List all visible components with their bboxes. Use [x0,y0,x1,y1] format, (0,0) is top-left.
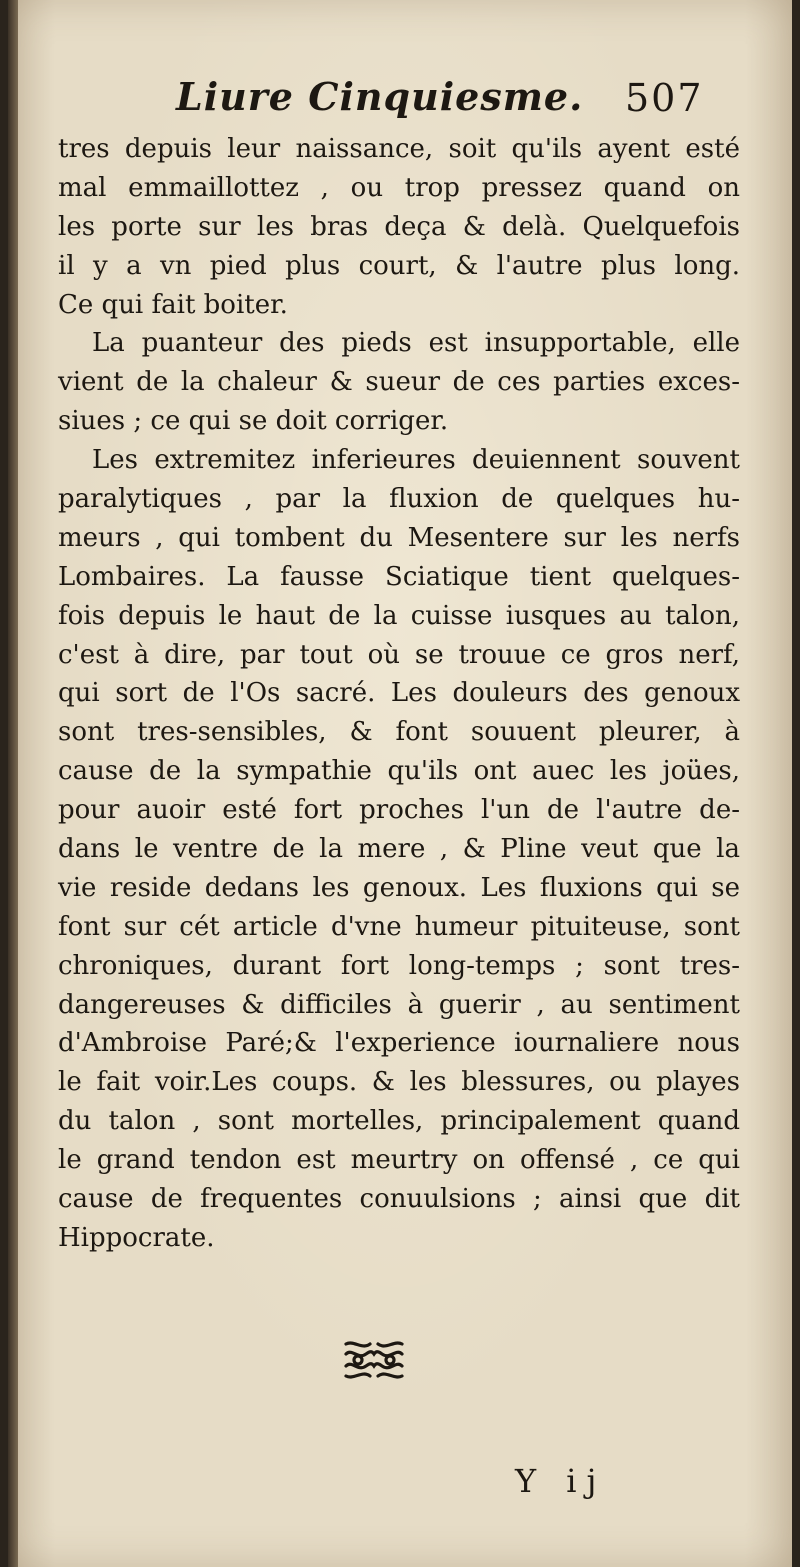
text-line: d'Ambroise Paré;& l'experience iournaliere nous [58,1028,740,1059]
text-line: vie reside dedans les genoux. Les fluxions qui se [58,872,740,903]
text-line: font sur cét article d'vne humeur pituiteuse, sont [58,911,740,942]
text-line: Lombaires. La fausse Sciatique tient quelques- [58,561,740,592]
text-line: dans le ventre de la mere , & Pline veut que la [58,834,740,865]
text-line: paralytiques , par la fluxion de quelques hu- [58,484,740,515]
printers-fleuron-ornament-icon [342,1338,406,1382]
text-line: le fait voir.Les coups. & les blessures, ou playes [58,1067,740,1098]
text-line: pour auoir esté fort proches l'un de l'autre de- [58,795,740,826]
body-text [58,130,740,1258]
page-header [8,74,792,134]
text-line: siues ; ce qui se doit corriger. [58,406,449,437]
text-line: fois depuis le haut de la cuisse iusques au talon, [58,600,740,631]
text-line: meurs , qui tombent du Mesentere sur les nerfs [58,522,740,553]
text-line: les porte sur les bras deça & delà. Quelquefois [58,211,740,242]
text-line: cause de frequentes conuulsions ; ainsi que dit [58,1184,740,1215]
text-line: le grand tendon est meurtry on offensé , ce qui [58,1145,740,1176]
text-line: qui sort de l'Os sacré. Les douleurs des genoux [58,678,740,709]
signature-mark: Y ij [515,1462,607,1500]
text-line: Ce qui fait boiter. [58,289,288,320]
text-line: sont tres-sensibles, & font souuent pleurer, à [58,717,740,748]
paragraph-start-line: La puanteur des pieds est insupportable, elle [92,328,740,359]
text-line: tres depuis leur naissance, soit qu'ils ayent esté [58,134,740,164]
text-line: mal emmaillottez , ou trop pressez quand on [58,172,740,203]
text-line: c'est à dire, par tout où se trouue ce gros nerf, [58,639,740,670]
text-line: vient de la chaleur & sueur de ces parties exces- [58,367,740,398]
text-line: du talon , sont mortelles, principalement quand [58,1106,740,1137]
book-page [8,0,792,1567]
running-title: Liure Cinquiesme. [176,74,584,119]
text-line: dangereuses & difficiles à guerir , au sentiment [58,989,740,1020]
text-line: il y a vn pied plus court, & l'autre plus long. [58,250,740,281]
text-line: Hippocrate. [58,1222,215,1253]
paragraph-start-line: Les extremitez inferieures deuiennent souvent [92,445,740,476]
text-line: chroniques, durant fort long-temps ; sont tres- [58,950,740,981]
text-line: cause de la sympathie qu'ils ont auec les joües, [58,756,740,787]
binding-gutter [8,0,18,1567]
page-number: 507 [625,76,704,120]
